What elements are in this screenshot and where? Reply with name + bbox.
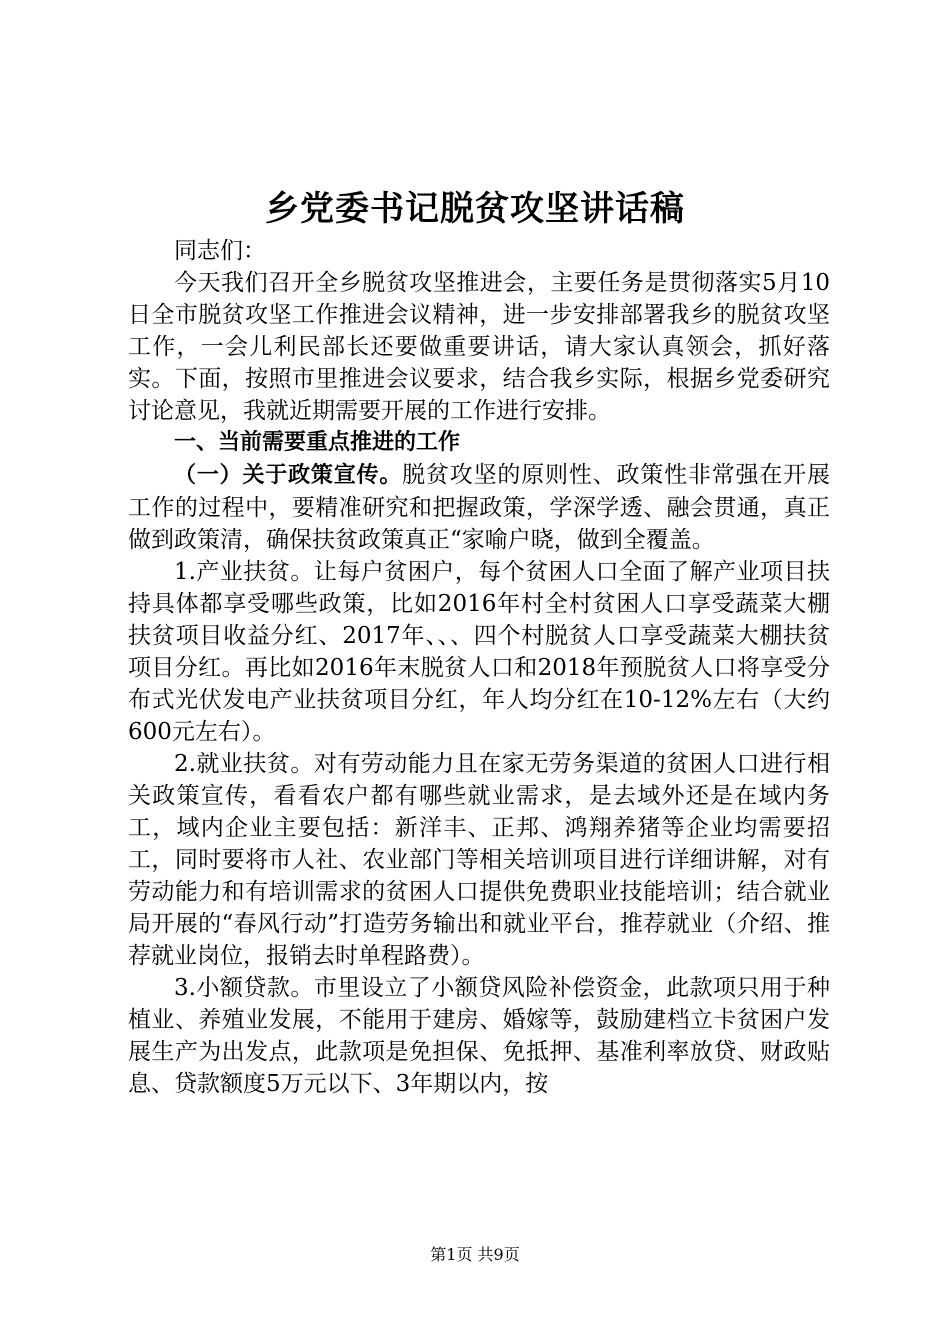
document-body: [128, 235, 830, 1100]
intro-paragraph: 今天我们召开全乡脱贫攻坚推进会，主要任务是贯彻落实5月10日全市脱贫攻坚工作推进会议精神，进一步安排部署我乡的脱贫攻坚工作，一会儿利民部长还要做重要讲话，请大家认真领会，抓好落实。下面，按照市里推进会议要求，结合我乡实际，根据乡党委研究讨论意见，我就近期需要开展的工作进行安排。: [128, 270, 830, 424]
subsection-lead: （一）关于政策宣传。: [174, 463, 403, 488]
section-heading: 一、当前需要重点推进的工作: [174, 430, 461, 455]
item-industry-poverty-alleviation: 1.产业扶贫。让每户贫困户，每个贫困人口全面了解产业项目扶持具体都享受哪些政策，比如2016年村全村贫困人口享受蔬菜大棚扶贫项目收益分红、2017年、、、四个村脱贫人口享受蔬菜大棚扶贫项目分红。再比如2016年末脱贫人口和2018年预脱贫人口将享受分布式光伏发电产业扶贫项目分红，年人均分红在10-12%左右（大约600元左右）。: [128, 559, 830, 745]
subsection-paragraph: [128, 459, 830, 556]
page-footer: 第1页 共9页: [430, 1245, 520, 1264]
subsection-text: 脱贫攻坚的原则性、政策性非常强在开展工作的过程中，要精准研究和把握政策，学深学透、融会贯通，真正做到政策清，确保扶贫政策真正“家喻户晓，做到全覆盖。: [128, 462, 830, 553]
document-title: 乡党委书记脱贫攻坚讲话稿: [265, 189, 685, 229]
item-employment-poverty-alleviation: 2.就业扶贫。对有劳动能力且在家无劳务渠道的贫困人口进行相关政策宣传，看看农户都有哪些就业需求，是去域外还是在域内务工，域内企业主要包括：新洋丰、正邦、鸿翔养猪等企业均需要招工，同时要将市人社、农业部门等相关培训项目进行详细讲解，对有劳动能力和有培训需求的贫困人口提供免费职业技能培训；结合就业局开展的“春风行动”打造劳务输出和就业平台，推荐就业（介绍、推荐就业岗位，报销去时单程路费）。: [128, 751, 830, 969]
item-microcredit: 3.小额贷款。市里设立了小额贷风险补偿资金，此款项只用于种植业、养殖业发展，不能用于建房、婚嫁等，鼓励建档立卡贫困户发展生产为出发点，此款项是免担保、免抵押、基准利率放贷、财政贴息、贷款额度5万元以下、3年期以内，按: [128, 975, 830, 1097]
salutation: 同志们：: [174, 238, 266, 264]
